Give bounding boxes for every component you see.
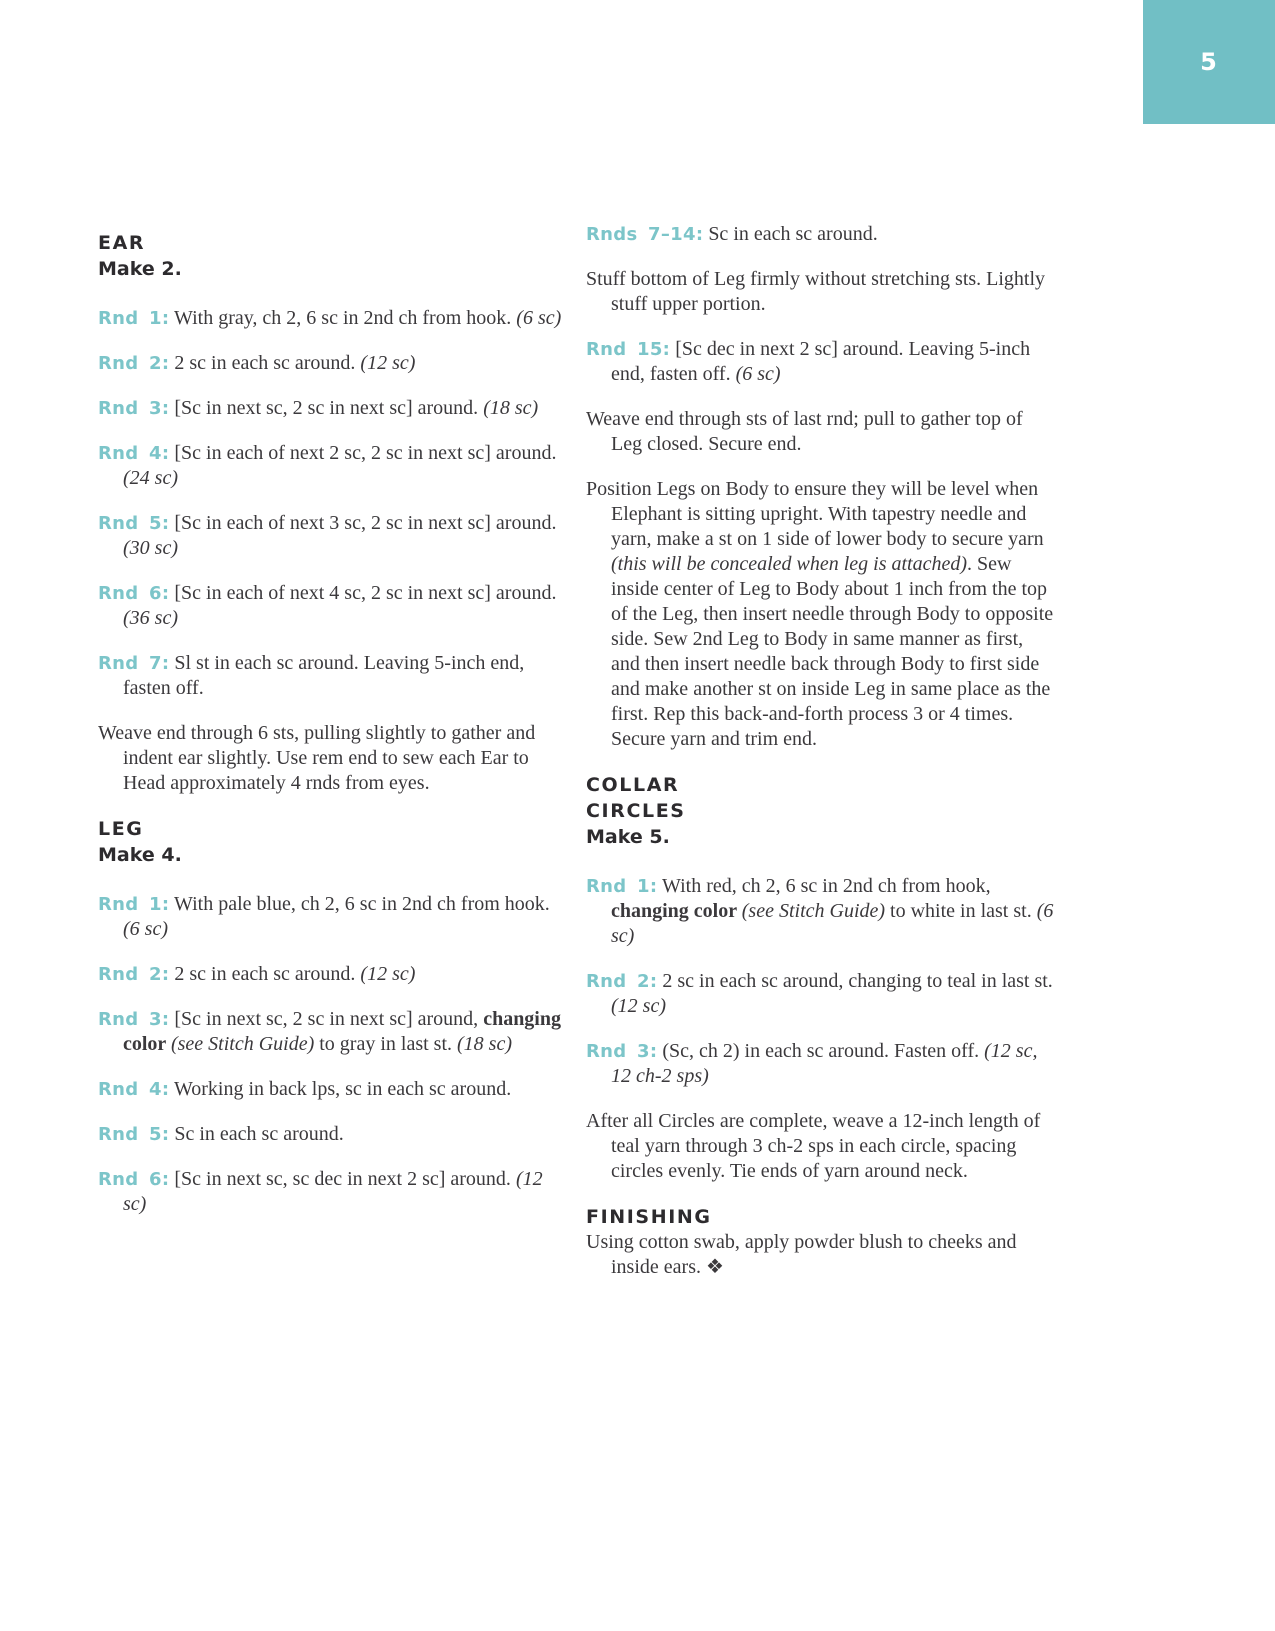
text-run: (6 sc)	[123, 918, 168, 940]
right-column	[586, 222, 1054, 1300]
round-instruction-rnd-6	[98, 1167, 566, 1217]
text-run: changing color	[611, 900, 742, 922]
round-label: Rnd 5:	[98, 513, 170, 534]
round-instruction-rnd-3	[98, 396, 566, 421]
text-run: [Sc in each of next 4 sc, 2 sc in next sc] around.	[174, 582, 557, 604]
instruction-paragraph	[98, 721, 566, 796]
text-run: (12 sc)	[123, 1168, 543, 1215]
left-column	[98, 222, 566, 1300]
section-heading-ear: EAR	[98, 232, 146, 254]
text-run: (12 sc)	[360, 963, 416, 985]
instruction-paragraph	[586, 1109, 1054, 1184]
round-label: Rnd 4:	[98, 1079, 170, 1100]
text-run: to gray in last st.	[314, 1033, 457, 1055]
round-instruction-rnd-2	[98, 351, 566, 376]
page-number-tab	[1143, 0, 1275, 124]
round-label: Rnds 7–14:	[586, 224, 704, 245]
instruction-paragraph	[586, 267, 1054, 317]
text-run: Stuff bottom of Leg firmly without stretching sts. Lightly stuff upper portion.	[586, 268, 1046, 315]
text-run: Using cotton swab, apply powder blush to cheeks and inside ears. ❖	[586, 1231, 1017, 1278]
text-run: 2 sc in each sc around.	[174, 352, 361, 374]
round-label: Rnd 2:	[586, 971, 658, 992]
round-label: Rnd 3:	[98, 1009, 170, 1030]
section-heading-circles: CIRCLES	[586, 800, 686, 822]
text-run: (this will be concealed when leg is attached)	[611, 553, 968, 575]
round-label: Rnd 2:	[98, 353, 170, 374]
text-run: Weave end through sts of last rnd; pull to gather top of Leg closed. Secure end.	[586, 408, 1023, 455]
text-run: (12 sc)	[611, 995, 666, 1017]
round-instruction-rnd-2	[98, 962, 566, 987]
text-run: (Sc, ch 2) in each sc around. Fasten off.	[662, 1040, 985, 1062]
round-instruction-rnd-7	[98, 651, 566, 701]
round-instruction-rnd-6	[98, 581, 566, 631]
section-subheading-make-5: Make 5.	[586, 826, 670, 848]
round-label: Rnd 5:	[98, 1124, 170, 1145]
text-run: changing color	[123, 1008, 561, 1055]
text-run: With pale blue, ch 2, 6 sc in 2nd ch from hook.	[174, 893, 550, 915]
text-run: [Sc in next sc, 2 sc in next sc] around,	[174, 1008, 484, 1030]
text-run: [Sc in next sc, sc dec in next 2 sc] around.	[174, 1168, 516, 1190]
section-heading-leg: LEG	[98, 818, 144, 840]
round-instruction-rnd-5	[98, 1122, 566, 1147]
text-run: (6 sc)	[611, 900, 1054, 947]
round-label: Rnd 7:	[98, 653, 170, 674]
page-number: 5	[1200, 48, 1218, 76]
text-run: [Sc in each of next 2 sc, 2 sc in next sc] around.	[174, 442, 557, 464]
text-run: [Sc dec in next 2 sc] around. Leaving 5-inch end, fasten off.	[611, 338, 1031, 385]
text-run: Sc in each sc around.	[708, 223, 878, 245]
instruction-paragraph	[586, 407, 1054, 457]
text-run: (30 sc)	[123, 537, 178, 559]
text-run: (see Stitch Guide)	[170, 1033, 315, 1055]
text-run: With red, ch 2, 6 sc in 2nd ch from hook,	[662, 875, 991, 897]
round-label: Rnd 4:	[98, 443, 170, 464]
text-run: (18 sc)	[483, 397, 539, 419]
round-instruction-rnd-5	[98, 511, 566, 561]
round-instruction-rnd-1	[586, 874, 1054, 949]
round-instruction-rnd-4	[98, 1077, 566, 1102]
text-run: After all Circles are complete, weave a 12-inch length of teal yarn through 3 ch-2 sps in each circle, spacing circles evenly. Tie ends of yarn around neck.	[586, 1110, 1041, 1182]
text-run: With gray, ch 2, 6 sc in 2nd ch from hook.	[174, 307, 517, 329]
text-run: Sl st in each sc around. Leaving 5-inch end, fasten off.	[123, 652, 525, 699]
text-run: to white in last st.	[885, 900, 1037, 922]
round-label: Rnd 3:	[586, 1041, 658, 1062]
text-run: (6 sc)	[516, 307, 562, 329]
round-instruction-rnd-1	[98, 892, 566, 942]
text-run: Position Legs on Body to ensure they will be level when Elephant is sitting upright. With tapestry needle and yarn, make a st on 1 side of lower body to secure yarn	[586, 478, 1044, 550]
text-run: (12 sc, 12 ch-2 sps)	[611, 1040, 1038, 1087]
round-label: Rnd 1:	[98, 894, 170, 915]
text-run: [Sc in each of next 3 sc, 2 sc in next sc] around.	[174, 512, 557, 534]
text-run: Working in back lps, sc in each sc around.	[174, 1078, 512, 1100]
text-run: (36 sc)	[123, 607, 178, 629]
text-run: . Sew inside center of Leg to Body about 1 inch from the top of the Leg, then insert needle through Body to opposite side. Sew 2nd Leg to Body in same manner as first, and then insert needle back through Body to first side and make another st on inside Leg in same place as the first. Rep this back-and-forth process 3 or 4 times. Secure yarn and trim end.	[611, 553, 1054, 750]
round-label: Rnd 2:	[98, 964, 170, 985]
text-run: (6 sc)	[735, 363, 781, 385]
round-label: Rnd 6:	[98, 583, 170, 604]
text-run: Weave end through 6 sts, pulling slightly to gather and indent ear slightly. Use rem end to sew each Ear to Head approximately 4 rnds from eyes.	[98, 722, 536, 794]
round-instruction-rnd-4	[98, 441, 566, 491]
text-run: 2 sc in each sc around.	[174, 963, 361, 985]
text-run: [Sc in next sc, 2 sc in next sc] around.	[174, 397, 484, 419]
section-heading-collar: COLLAR	[586, 774, 680, 796]
round-label: Rnd 1:	[586, 876, 658, 897]
text-run: (12 sc)	[360, 352, 416, 374]
text-run: Sc in each sc around.	[174, 1123, 344, 1145]
text-run: (see Stitch Guide)	[741, 900, 886, 922]
section-heading-finishing: FINISHING	[586, 1206, 712, 1228]
section-subheading-make-2: Make 2.	[98, 258, 182, 280]
text-run: (24 sc)	[123, 467, 178, 489]
text-run: (18 sc)	[457, 1033, 512, 1055]
text-run: 2 sc in each sc around, changing to teal in last st.	[662, 970, 1053, 992]
pattern-content	[98, 222, 1054, 1300]
section-subheading-make-4: Make 4.	[98, 844, 182, 866]
round-instruction-rnd-3	[98, 1007, 566, 1057]
round-instruction-rnd-2	[586, 969, 1054, 1019]
round-label: Rnd 15:	[586, 339, 671, 360]
instruction-paragraph	[586, 1230, 1054, 1280]
round-instruction-rnd-3	[586, 1039, 1054, 1089]
round-label: Rnd 3:	[98, 398, 170, 419]
round-label: Rnd 1:	[98, 308, 170, 329]
round-instruction-rnd-15	[586, 337, 1054, 387]
round-instruction-rnds-7-14	[586, 222, 1054, 247]
instruction-paragraph	[586, 477, 1054, 752]
round-label: Rnd 6:	[98, 1169, 170, 1190]
round-instruction-rnd-1	[98, 306, 566, 331]
